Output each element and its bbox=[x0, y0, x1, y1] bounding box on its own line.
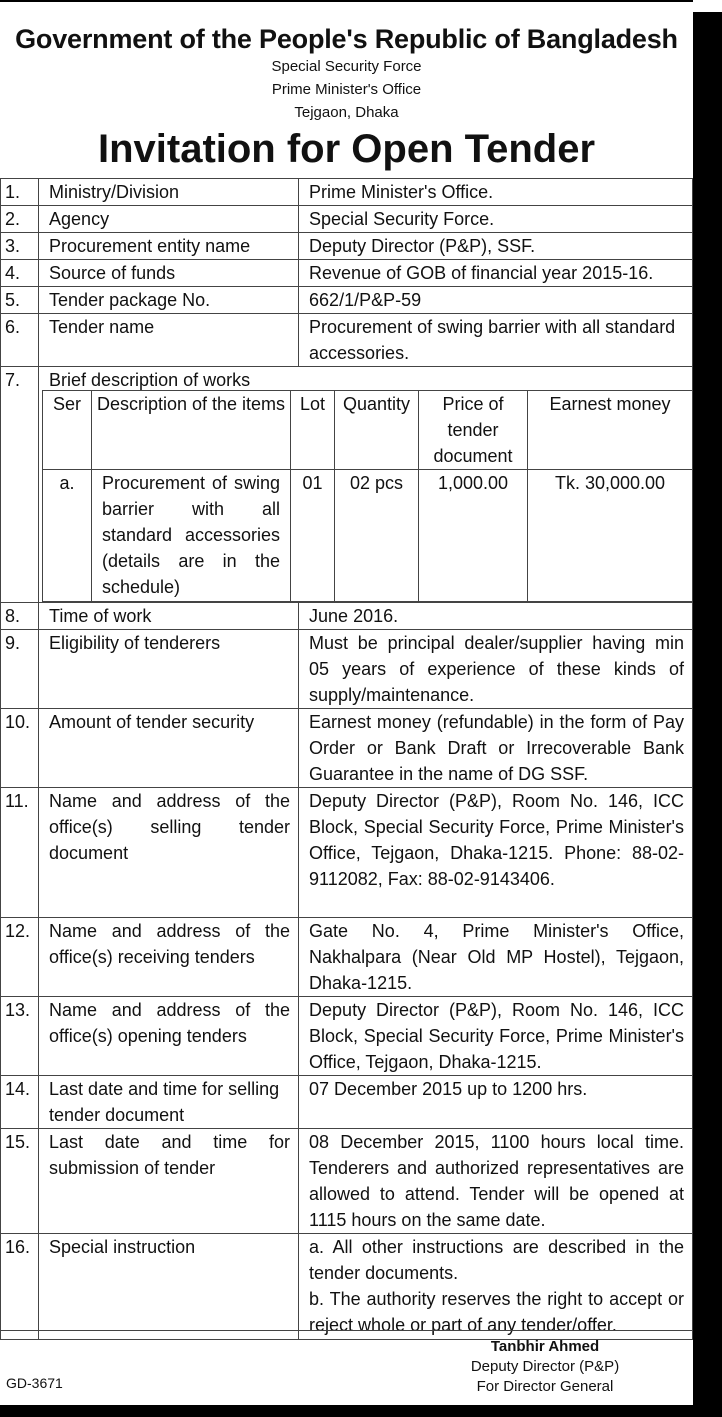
item-quantity: 02 pcs bbox=[335, 470, 419, 602]
gd-code: GD-3671 bbox=[6, 1375, 63, 1391]
row-value: Gate No. 4, Prime Minister's Office, Nakhalpara (Near Old MP Hostel), Tejgaon, Dhaka-1215. bbox=[299, 918, 693, 997]
row-number: 11. bbox=[1, 788, 39, 918]
column-header: Ser bbox=[43, 391, 92, 470]
row-label: Last date and time for selling tender document bbox=[39, 1076, 299, 1129]
row-label: Agency bbox=[39, 206, 299, 233]
row-label: Ministry/Division bbox=[39, 179, 299, 206]
notice-title: Invitation for Open Tender bbox=[97, 127, 596, 171]
row-number: 1. bbox=[1, 179, 39, 206]
row-number: 3. bbox=[1, 233, 39, 260]
item-description: Procurement of swing barrier with all standard accessories (details are in the schedule) bbox=[92, 470, 291, 602]
row-number: 2. bbox=[1, 206, 39, 233]
row-value: Earnest money (refundable) in the form of Pay Order or Bank Draft or Irrecoverable Bank Guarantee in the name of DG SSF. bbox=[299, 709, 693, 788]
row-label: Tender package No. bbox=[39, 287, 299, 314]
instruction-b: b. The authority reserves the right to accept or reject whole or part of any tender/offer. bbox=[309, 1289, 684, 1335]
row-number: 7. bbox=[1, 367, 39, 603]
row-value: Special Security Force. bbox=[299, 206, 693, 233]
row-label: Eligibility of tenderers bbox=[39, 630, 299, 709]
org-line-2: Prime Minister's Office bbox=[271, 81, 422, 98]
row-number: 13. bbox=[1, 997, 39, 1076]
row-number: 9. bbox=[1, 630, 39, 709]
row-value: 08 December 2015, 1100 hours local time. Tenderers and authorized representatives are allowed to attend. Tender will be opened at 1115 hours on the same date. bbox=[299, 1129, 693, 1234]
table-row bbox=[43, 470, 693, 602]
row-label: Last date and time for submission of tender bbox=[39, 1129, 299, 1234]
row-number: 12. bbox=[1, 918, 39, 997]
signatory-name: Tanbhir Ahmed bbox=[490, 1338, 600, 1355]
bottom-border-bar bbox=[0, 1405, 722, 1417]
column-header: Earnest money bbox=[528, 391, 693, 470]
row-number: 8. bbox=[1, 603, 39, 630]
signatory-for: For Director General bbox=[476, 1378, 614, 1395]
row-value: Deputy Director (P&P), Room No. 146, ICC Block, Special Security Force, Prime Minister's Office, Tejgaon, Dhaka-1215. bbox=[299, 997, 693, 1076]
row-label: Time of work bbox=[39, 603, 299, 630]
row-value: Procurement of swing barrier with all standard accessories. bbox=[299, 314, 693, 367]
column-header: Quantity bbox=[335, 391, 419, 470]
row-value: Deputy Director (P&P), Room No. 146, ICC Block, Special Security Force, Prime Minister's Office, Tejgaon, Dhaka-1215. Phone: 88-02-9112082, Fax: 88-02-9143406. bbox=[299, 788, 693, 918]
row-value: Deputy Director (P&P), SSF. bbox=[299, 233, 693, 260]
row-value: Revenue of GOB of financial year 2015-16. bbox=[299, 260, 693, 287]
notice-footer bbox=[0, 1330, 693, 1401]
column-header: Description of the items bbox=[92, 391, 291, 470]
works-items-table bbox=[42, 390, 693, 602]
row-value: June 2016. bbox=[299, 603, 693, 630]
instruction-a: a. All other instructions are described in the tender documents. bbox=[309, 1237, 684, 1283]
row-label: Procurement entity name bbox=[39, 233, 299, 260]
right-border-bar bbox=[693, 12, 722, 1417]
row-value: Prime Minister's Office. bbox=[299, 179, 693, 206]
org-line-1: Special Security Force bbox=[271, 58, 422, 75]
row-number: 5. bbox=[1, 287, 39, 314]
row-number: 4. bbox=[1, 260, 39, 287]
row-number: 6. bbox=[1, 314, 39, 367]
signatory-title: Deputy Director (P&P) bbox=[470, 1358, 620, 1375]
row-value bbox=[299, 1234, 693, 1340]
row-label: Amount of tender security bbox=[39, 709, 299, 788]
row-label: Brief description of works bbox=[39, 367, 693, 603]
notice-header bbox=[0, 24, 693, 172]
row-value: 662/1/P&P-59 bbox=[299, 287, 693, 314]
government-title: Government of the People's Republic of Bangladesh bbox=[15, 24, 678, 54]
row-label: Name and address of the office(s) receiving tenders bbox=[39, 918, 299, 997]
item-price: 1,000.00 bbox=[419, 470, 528, 602]
row-number: 10. bbox=[1, 709, 39, 788]
row-number: 15. bbox=[1, 1129, 39, 1234]
column-header: Price of tender document bbox=[419, 391, 528, 470]
row-label: Special instruction bbox=[39, 1234, 299, 1340]
item-lot: 01 bbox=[291, 470, 335, 602]
row-label: Name and address of the office(s) opening tenders bbox=[39, 997, 299, 1076]
signature-block bbox=[450, 1337, 640, 1397]
row-number: 16. bbox=[1, 1234, 39, 1340]
org-line-3: Tejgaon, Dhaka bbox=[294, 104, 399, 121]
row-label: Name and address of the office(s) selling tender document bbox=[39, 788, 299, 918]
row-value: Must be principal dealer/supplier having min 05 years of experience of these kinds of supply/maintenance. bbox=[299, 630, 693, 709]
item-earnest-money: Tk. 30,000.00 bbox=[528, 470, 693, 602]
item-ser: a. bbox=[43, 470, 92, 602]
row-number: 14. bbox=[1, 1076, 39, 1129]
row-value: 07 December 2015 up to 1200 hrs. bbox=[299, 1076, 693, 1129]
row-label: Source of funds bbox=[39, 260, 299, 287]
row-label: Tender name bbox=[39, 314, 299, 367]
tender-details-table bbox=[0, 178, 693, 1340]
column-header: Lot bbox=[291, 391, 335, 470]
